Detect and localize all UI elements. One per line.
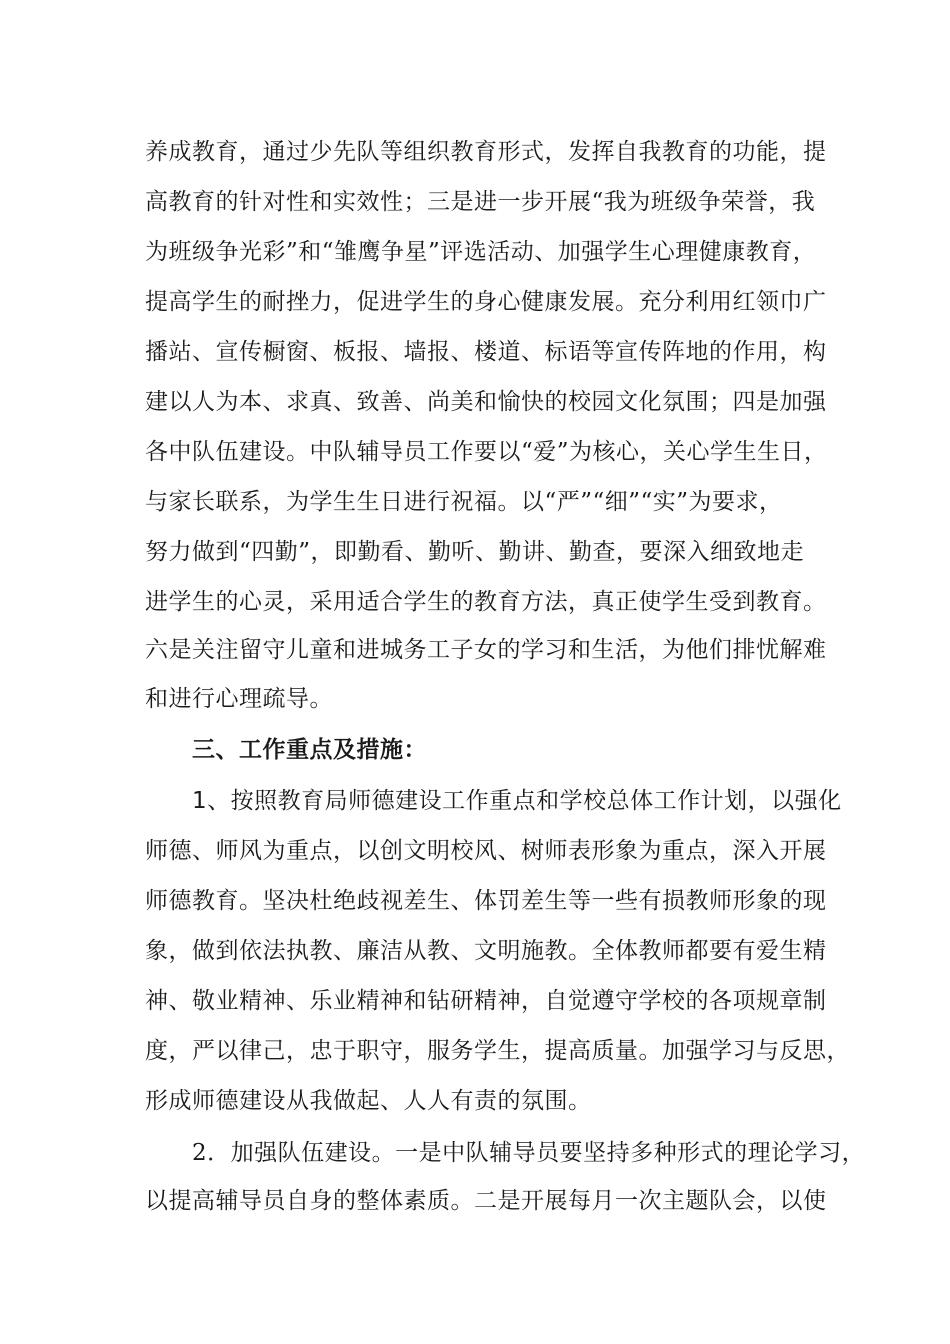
paragraph-line: 高教育的针对性和实效性；三是进一步开展“我为班级争荣誉，我 [145, 189, 816, 215]
paragraph-line: 以提高辅导员自身的整体素质。二是开展每月一次主题队会，以使 [145, 1188, 827, 1214]
paragraph-line: 神、敬业精神、乐业精神和钻研精神，自觉遵守学校的各项规章制 [145, 988, 827, 1014]
paragraph-line: 师德、师风为重点，以创文明校风、树师表形象为重点，深入开展 [145, 838, 827, 864]
paragraph-line: 和进行心理疏导。 [145, 686, 333, 712]
paragraph-line: 与家长联系，为学生生日进行祝福。以“严”“细”“实”为要求， [145, 489, 783, 515]
paragraph-line: 师德教育。坚决杜绝歧视差生、体罚差生等一些有损教师形象的现 [145, 888, 827, 914]
paragraph-line: 建以人为本、求真、致善、尚美和愉快的校园文化氛围；四是加强 [145, 389, 827, 415]
section1-number: 1 [192, 788, 208, 814]
paragraph-line: 形成师德建设从我做起、人人有责的氛围。 [145, 1088, 592, 1114]
paragraph-line: 六是关注留守儿童和进城务工子女的学习和生活，为他们排忧解难 [145, 637, 827, 663]
paragraph-line: 努力做到“四勤”，即勤看、勤听、勤讲、勤查，要深入细致地走 [145, 539, 805, 565]
paragraph-line: 养成教育，通过少先队等组织教育形式，发挥自我教育的功能，提 [145, 139, 827, 165]
paragraph-line: 度，严以律己，忠于职守，服务学生，提高质量。加强学习与反思， [145, 1038, 850, 1064]
section2-first-line: 2．加强队伍建设。一是中队辅导员要坚持多种形式的理论学习， [192, 1140, 866, 1166]
section1-first-line [192, 786, 842, 816]
section-heading: 三、工作重点及措施： [192, 736, 427, 763]
paragraph-line: 各中队伍建设。中队辅导员工作要以“爱”为核心，关心学生生日， [145, 439, 828, 465]
paragraph-line: 进学生的心灵，采用适合学生的教育方法，真正使学生受到教育。 [145, 589, 827, 615]
paragraph-line: 提高学生的耐挫力，促进学生的身心健康发展。充分利用红领巾广 [145, 289, 827, 315]
paragraph-line: 播站、宣传橱窗、板报、墙报、楼道、标语等宣传阵地的作用，构 [145, 339, 827, 365]
section1-first-line-text: 、按照教育局师德建设工作重点和学校总体工作计划，以强化 [207, 788, 842, 814]
paragraph-line: 象，做到依法执教、廉洁从教、文明施教。全体教师都要有爱生精 [145, 938, 827, 964]
paragraph-line: 为班级争光彩”和“雏鹰争星”评选活动、加强学生心理健康教育， [145, 239, 817, 265]
